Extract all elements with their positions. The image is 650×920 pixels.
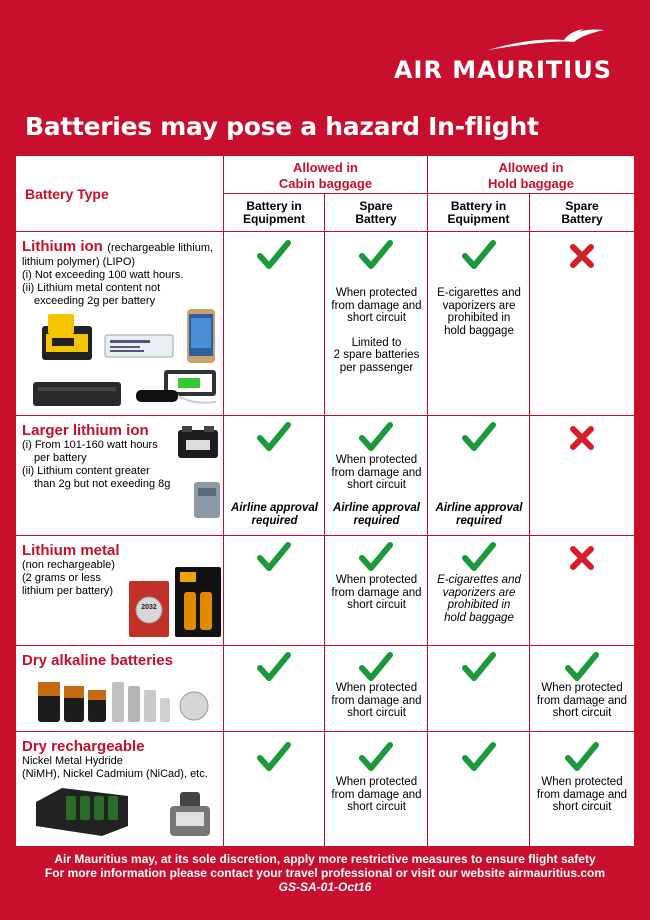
cross-icon [568, 242, 596, 270]
row-lithium-ion-cabin-equip [224, 232, 325, 416]
bird-logo-icon [486, 24, 606, 58]
check-icon [257, 542, 291, 572]
check-icon [359, 652, 393, 682]
row-dry-alkaline-cabin-spare: When protected from damage and short circuit [325, 646, 428, 732]
check-icon [257, 652, 291, 682]
row-larger-lithium-ion-hold-spare [530, 416, 634, 536]
power-tool-battery-image [38, 312, 96, 362]
header-cabin-baggage: Allowed in Cabin baggage [224, 156, 428, 194]
coin-cell-label: 2032 [141, 604, 157, 611]
row-lithium-metal-hold-spare [530, 536, 634, 646]
check-icon [462, 240, 496, 270]
row-dry-rechargeable-cabin-equip [224, 732, 325, 846]
row-larger-lithium-ion-cabin-spare: When protected from damage and short circuit Airline approval required [325, 416, 428, 536]
laptop-battery-image [32, 378, 122, 408]
row-dry-rechargeable-cabin-spare: When protected from damage and short circuit [325, 732, 428, 846]
check-icon [257, 422, 291, 452]
battery-table [16, 156, 634, 846]
check-icon [359, 542, 393, 572]
row-dry-rechargeable-type: Dry rechargeable Nickel Metal Hydride (NiMH), Nickel Cadmium (NiCad), etc. [16, 732, 224, 846]
alkaline-batteries-image [36, 676, 216, 728]
power-bank-image [134, 368, 220, 408]
logo-text: AIR MAURITIUS [393, 56, 612, 84]
row-lithium-metal-hold-equip: E-cigarettes and vaporizers are prohibited in hold baggage [428, 536, 530, 646]
drill-battery-image [166, 790, 214, 838]
header-hold-baggage: Allowed in Hold baggage [428, 156, 634, 194]
header-hold-spare: Spare Battery [530, 194, 634, 232]
row-lithium-ion-type: Lithium ion (rechargeable lithium, lithium polymer) (LIPO) (i) Not exceeding 100 watt hours. (ii) Lithium metal content not exceeding 2g per battery [16, 232, 224, 416]
cross-icon [568, 424, 596, 452]
check-icon [359, 240, 393, 270]
phone-battery-image [104, 334, 174, 358]
battery-charger-image [32, 782, 132, 838]
row-dry-alkaline-type: Dry alkaline batteries [16, 646, 224, 732]
check-icon [462, 422, 496, 452]
row-lithium-ion-hold-spare [530, 232, 634, 416]
header-cabin-equipment: Battery in Equipment [224, 194, 325, 232]
row-larger-lithium-ion-cabin-equip: Airline approval required [224, 416, 325, 536]
check-icon [359, 742, 393, 772]
camera-battery-image [176, 424, 220, 460]
footer-line-2: For more information please contact your travel professional or visit our website airmauritius.com [44, 866, 606, 880]
check-icon [257, 742, 291, 772]
smartphone-image [186, 308, 216, 364]
footer-code: GS-SA-01-Oct16 [278, 880, 372, 894]
row-dry-rechargeable-hold-equip [428, 732, 530, 846]
row-larger-lithium-ion-hold-equip: Airline approval required [428, 416, 530, 536]
check-icon [359, 422, 393, 452]
cr123-battery-pack-image [174, 566, 222, 638]
row-lithium-metal-type: Lithium metal (non rechargeable) (2 grams or less lithium per battery) 2032 [16, 536, 224, 646]
header-battery-type: Battery Type [16, 156, 224, 232]
header-hold-equipment: Battery in Equipment [428, 194, 530, 232]
check-icon [462, 742, 496, 772]
row-lithium-ion-cabin-spare: When protected from damage and short circuit Limited to 2 spare batteries per passenger [325, 232, 428, 416]
grey-battery-pack-image [192, 480, 222, 520]
check-icon [462, 542, 496, 572]
row-dry-alkaline-hold-equip [428, 646, 530, 732]
check-icon [565, 652, 599, 682]
air-mauritius-logo [382, 22, 612, 82]
row-dry-rechargeable-hold-spare: When protected from damage and short circuit [530, 732, 634, 846]
header-cabin-spare: Spare Battery [325, 194, 428, 232]
row-dry-alkaline-cabin-equip [224, 646, 325, 732]
row-lithium-metal-cabin-equip [224, 536, 325, 646]
row-lithium-metal-cabin-spare: When protected from damage and short circuit [325, 536, 428, 646]
check-icon [565, 742, 599, 772]
row-larger-lithium-ion-type: Larger lithium ion (i) From 101-160 watt hours per battery (ii) Lithium content greater than 2g but not exeeding 8g [16, 416, 224, 536]
check-icon [462, 652, 496, 682]
cross-icon [568, 544, 596, 572]
row-dry-alkaline-hold-spare: When protected from damage and short circuit [530, 646, 634, 732]
page-title: Batteries may pose a hazard In-flight [25, 112, 539, 141]
footer-line-1: Air Mauritius may, at its sole discretion, apply more restrictive measures to ensure flight safety [54, 852, 596, 866]
check-icon [257, 240, 291, 270]
row-lithium-ion-hold-equip: E-cigarettes and vaporizers are prohibited in hold baggage [428, 232, 530, 416]
